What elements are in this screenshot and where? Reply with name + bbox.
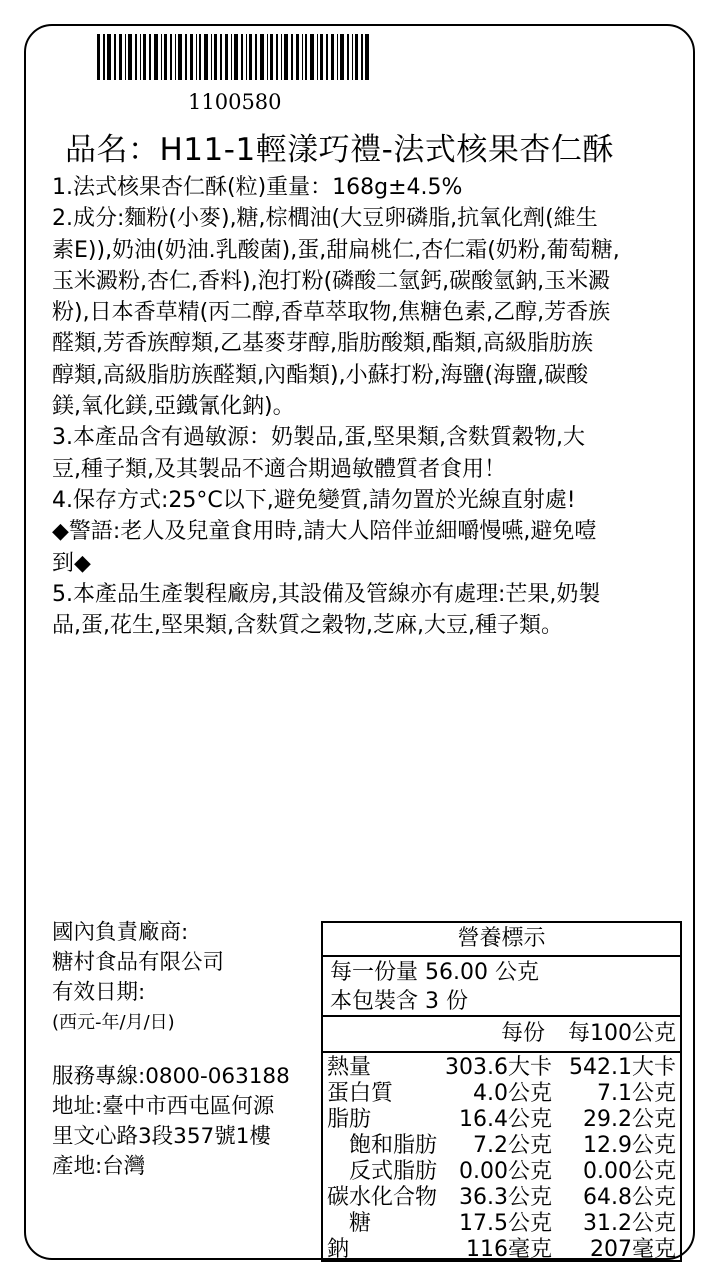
nutrition-serving [323, 957, 680, 1017]
origin: 產地:台灣 [52, 1154, 146, 1179]
nutrient-label: 熱量 [327, 1055, 372, 1080]
info-line: 豆,種子類,及其製品不適合期過敏體質者食用！ [52, 456, 506, 482]
info-line: 到◆ [52, 550, 91, 576]
nutrient-label: 蛋白質 [327, 1081, 394, 1106]
manufacturer-info [52, 918, 322, 1182]
info-line: 粉),日本香草精(丙二醇,香草萃取物,焦糖色素,乙醇,芳香族 [52, 300, 611, 326]
per-100g-value: 207毫克 [590, 1237, 676, 1262]
serving-size: 每一份量 56.00 公克 [330, 960, 539, 985]
per-serving-value: 4.0公克 [473, 1081, 552, 1106]
nutrient-label: 鈉 [327, 1237, 350, 1262]
info-line: 5.本產品生產製程廠房,其設備及管線亦有處理:芒果,奶製 [52, 581, 601, 607]
info-line: 素E)),奶油(奶油.乳酸菌),蛋,甜扁桃仁,杏仁霜(奶粉,葡萄糖, [52, 237, 620, 263]
servings-per-package: 本包裝含 3 份 [330, 989, 468, 1014]
per-serving-value: 16.4公克 [459, 1107, 552, 1132]
nutrition-row [323, 1159, 680, 1185]
service-hotline: 服務專線:0800-063188 [52, 1064, 290, 1089]
nutrition-row [323, 1237, 680, 1263]
info-line: 4.保存方式:25°C以下,避免變質,請勿置於光線直射處! [52, 487, 576, 513]
per-100g-value: 64.8公克 [583, 1185, 676, 1210]
info-line: 3.本產品含有過敏源：奶製品,蛋,堅果類,含麩質穀物,大 [52, 425, 585, 451]
nutrition-row [323, 1055, 680, 1081]
per-serving-value: 7.2公克 [473, 1133, 552, 1158]
nutrition-row [323, 1185, 680, 1211]
nutrition-row [323, 1133, 680, 1159]
nutrient-label: 碳水化合物 [327, 1185, 438, 1210]
barcode [97, 34, 369, 80]
per-serving-value: 0.00公克 [459, 1159, 552, 1184]
per-100g-value: 29.2公克 [583, 1107, 676, 1132]
address-line-1: 地址:臺中市西屯區何源 [52, 1094, 275, 1119]
info-line: ◆警語:老人及兒童食用時,請大人陪伴並細嚼慢嚥,避免噎 [52, 519, 597, 545]
per-100g-value: 0.00公克 [583, 1159, 676, 1184]
address-line-2: 里文心路3段357號1樓 [52, 1124, 271, 1149]
info-line: 醇類,高級脂肪族醛類,內酯類),小蘇打粉,海鹽(海鹽,碳酸 [52, 362, 589, 388]
nutrition-row [323, 1107, 680, 1133]
per-100g-value: 31.2公克 [583, 1211, 676, 1236]
product-title: 品名：H11-1輕漾巧禮-法式核果杏仁酥 [65, 132, 614, 168]
nutrient-label: 糖 [349, 1211, 372, 1236]
nutrient-label: 脂肪 [327, 1107, 372, 1132]
manufacturer-name: 糖村食品有限公司 [52, 950, 225, 975]
nutrition-header [323, 1017, 680, 1053]
col-per-100g: 每100公克 [568, 1021, 676, 1046]
col-per-serving: 每份 [500, 1021, 545, 1046]
info-line: 鎂,氧化鎂,亞鐵氰化鈉)。 [52, 394, 295, 420]
nutrition-row [323, 1211, 680, 1237]
info-line: 2.成分:麵粉(小麥),糖,棕櫚油(大豆卵磷脂,抗氧化劑(維生 [52, 206, 598, 232]
expiry-format: (西元-年/月/日) [52, 1012, 175, 1033]
nutrition-table [321, 921, 682, 1262]
spacer [52, 1038, 322, 1062]
info-line: 品,蛋,花生,堅果類,含麩質之穀物,芝麻,大豆,種子類。 [52, 613, 563, 639]
per-serving-value: 303.6大卡 [445, 1055, 552, 1080]
info-line: 1.法式核果杏仁酥(粒)重量：168g±4.5% [52, 175, 463, 200]
manufacturer-label: 國內負責廠商: [52, 920, 189, 945]
info-line: 醛類,芳香族醇類,乙基麥芽醇,脂肪酸類,酯類,高級脂肪族 [52, 331, 593, 357]
barcode-number: 1100580 [188, 90, 282, 114]
per-100g-value: 7.1公克 [597, 1081, 676, 1106]
info-line: 玉米澱粉,杏仁,香料),泡打粉(磷酸二氫鈣,碳酸氫鈉,玉米澱 [52, 268, 611, 294]
per-serving-value: 116毫克 [466, 1237, 552, 1262]
nutrient-label: 飽和脂肪 [349, 1133, 438, 1158]
per-100g-value: 12.9公克 [583, 1133, 676, 1158]
product-info [52, 172, 682, 641]
per-serving-value: 17.5公克 [459, 1211, 552, 1236]
nutrition-title: 營養標示 [323, 923, 680, 957]
nutrition-row [323, 1081, 680, 1107]
per-serving-value: 36.3公克 [459, 1185, 552, 1210]
per-100g-value: 542.1大卡 [569, 1055, 676, 1080]
expiry-label: 有效日期: [52, 980, 146, 1005]
nutrition-rows [323, 1053, 680, 1263]
nutrient-label: 反式脂肪 [349, 1159, 438, 1184]
